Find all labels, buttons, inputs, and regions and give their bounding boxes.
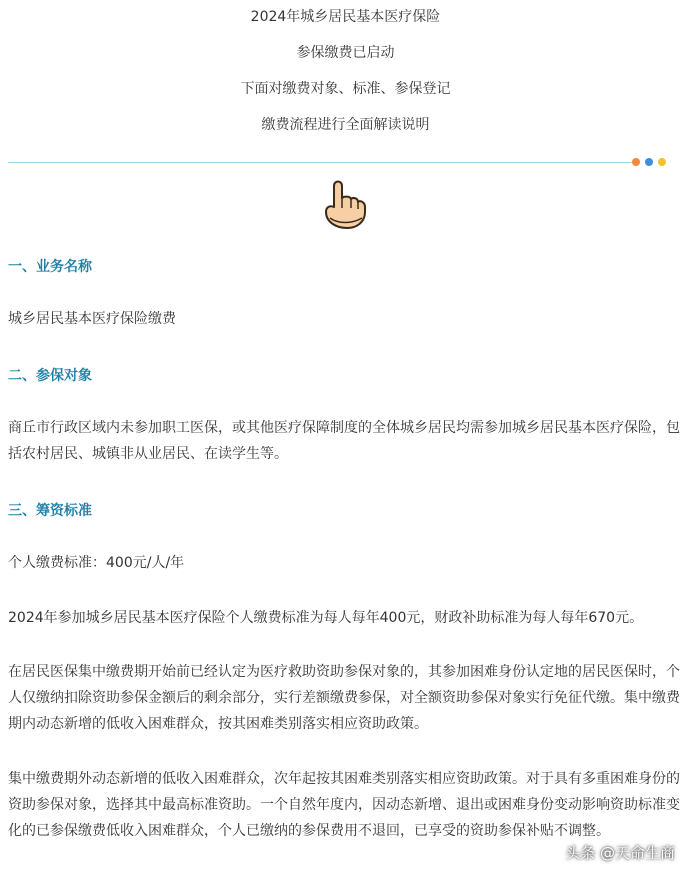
section-divider [8, 162, 633, 163]
section-1-paragraph-1: 城乡居民基本医疗保险缴费 [8, 311, 176, 327]
watermark [565, 838, 675, 866]
section-3-paragraph-3: 在居民医保集中缴费期开始前已经认定为医疗救助资助参保对象的，其参加困难身份认定地的居民医保时，个人仅缴纳扣除资助参保金额后的剩余部分，实行差额缴费参保，对全额资助参保对象实行免征代缴。集中缴费期内动态新增的低收入困难群众，按其困难类别落实相应资助政策。 [8, 664, 680, 732]
yellow-dot-icon [658, 158, 666, 166]
section-2-heading: 二、参保对象 [8, 368, 92, 384]
watermark-text: 头条 @天命生商 [565, 843, 675, 862]
section-1-heading: 一、业务名称 [8, 259, 92, 275]
orange-dot-icon [632, 158, 640, 166]
intro-line-3: 下面对缴费对象、标准、参保登记 [240, 81, 451, 97]
blue-dot-icon [645, 158, 653, 166]
section-2-paragraph-1: 商丘市行政区域内未参加职工医保，或其他医疗保障制度的全体城乡居民均需参加城乡居民基本医疗保险，包括农村居民、城镇非从业居民、在读学生等。 [8, 420, 680, 462]
section-3-paragraph-4: 集中缴费期外动态新增的低收入困难群众，次年起按其困难类别落实相应资助政策。对于具有多重困难身份的资助参保对象，选择其中最高标准资助。一个自然年度内，因动态新增、退出或困难身份变动影响资助标准变化的已参保缴费低收入困难群众，个人已缴纳的参保费用不退回，已享受的资助参保补贴不调整。 [8, 771, 680, 839]
section-3-paragraph-2: 2024年参加城乡居民基本医疗保险个人缴费标准为每人每年400元，财政补助标准为每人每年670元。 [8, 610, 644, 626]
section-3-heading: 三、筹资标准 [8, 503, 92, 519]
section-3-paragraph-1: 个人缴费标准：400元/人/年 [8, 555, 185, 571]
intro-line-2: 参保缴费已启动 [296, 45, 395, 61]
pointing-hand-icon [320, 178, 368, 230]
intro-line-4: 缴费流程进行全面解读说明 [261, 117, 430, 133]
intro-line-1: 2024年城乡居民基本医疗保险 [250, 9, 441, 25]
